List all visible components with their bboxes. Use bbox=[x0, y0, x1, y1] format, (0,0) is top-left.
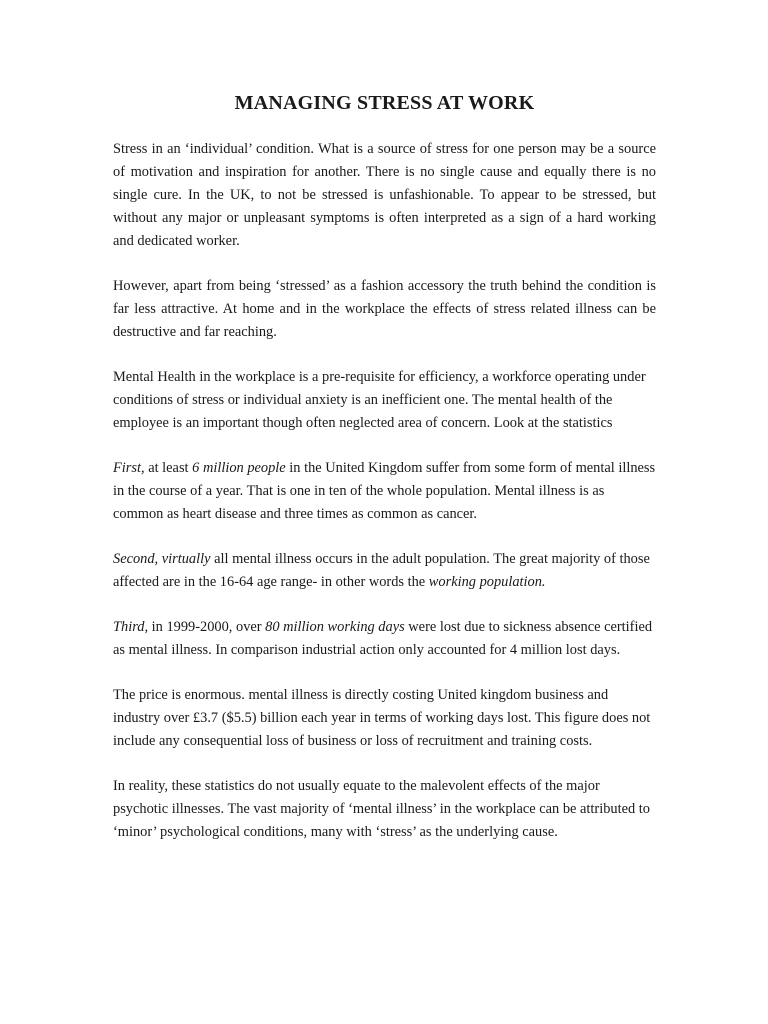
paragraph-third-statistic bbox=[113, 616, 656, 662]
statistic-text: in the United Kingdom suffer from some form of mental illness in the course of a year. That is one in ten of the whole population. Mental illness is as common as heart disease and three times as common as cancer. bbox=[113, 460, 656, 522]
paragraph-price: The price is enormous. mental illness is directly costing United kingdom business and industry over £3.7 ($5.5) billion each year in terms of working days lost. This figure does not include any consequential loss of business or loss of recruitment and training costs. bbox=[113, 687, 651, 749]
paragraph-mental-health: Mental Health in the workplace is a pre-requisite for efficiency, a workforce operating under conditions of stress or individual anxiety is an inefficient one. The mental health of the employee is an important though often neglected area of concern. Look at the statistics bbox=[113, 369, 646, 431]
statistic-text: were lost due to sickness absence certified as mental illness. In comparison industrial action only accounted for 4 million lost days. bbox=[113, 619, 653, 658]
statistic-emphasis: 80 million working days bbox=[265, 619, 405, 635]
statistic-lead: First, bbox=[113, 460, 145, 476]
statistic-lead: Second, virtually bbox=[113, 551, 211, 567]
statistic-lead: Third, bbox=[113, 619, 149, 635]
statistic-emphasis: working population. bbox=[428, 574, 546, 590]
statistic-text: in 1999-2000, over bbox=[148, 619, 266, 635]
statistic-text: at least bbox=[144, 460, 193, 476]
paragraph-second-statistic bbox=[113, 548, 656, 594]
statistic-text: all mental illness occurs in the adult population. The great majority of those affected are in the 16-64 age range- in other words the bbox=[113, 551, 650, 590]
document-title: MANAGING STRESS AT WORK bbox=[234, 92, 535, 114]
paragraph-reality: In reality, these statistics do not usually equate to the malevolent effects of the major psychotic illnesses. The vast majority of ‘mental illness’ in the workplace can be attributed to ‘minor’ psychological conditions, many with ‘stress’ as the underlying cause. bbox=[113, 778, 650, 840]
document-page bbox=[113, 88, 656, 866]
statistic-emphasis: 6 million people bbox=[192, 460, 286, 476]
paragraph-first-statistic bbox=[113, 457, 656, 526]
paragraph-intro: Stress in an ‘individual’ condition. What is a source of stress for one person may be a source of motivation and inspiration for another. There is no single cause and equally there is no single cure. In the UK, to not be stressed is unfashionable. To appear to be stressed, but without any major or unpleasant symptoms is often interpreted as a sign of a hard working and dedicated worker. bbox=[113, 141, 656, 249]
paragraph-fashion-accessory: However, apart from being ‘stressed’ as a fashion accessory the truth behind the condition is far less attractive. At home and in the workplace the effects of stress related illness can be destructive and far reaching. bbox=[113, 278, 656, 340]
